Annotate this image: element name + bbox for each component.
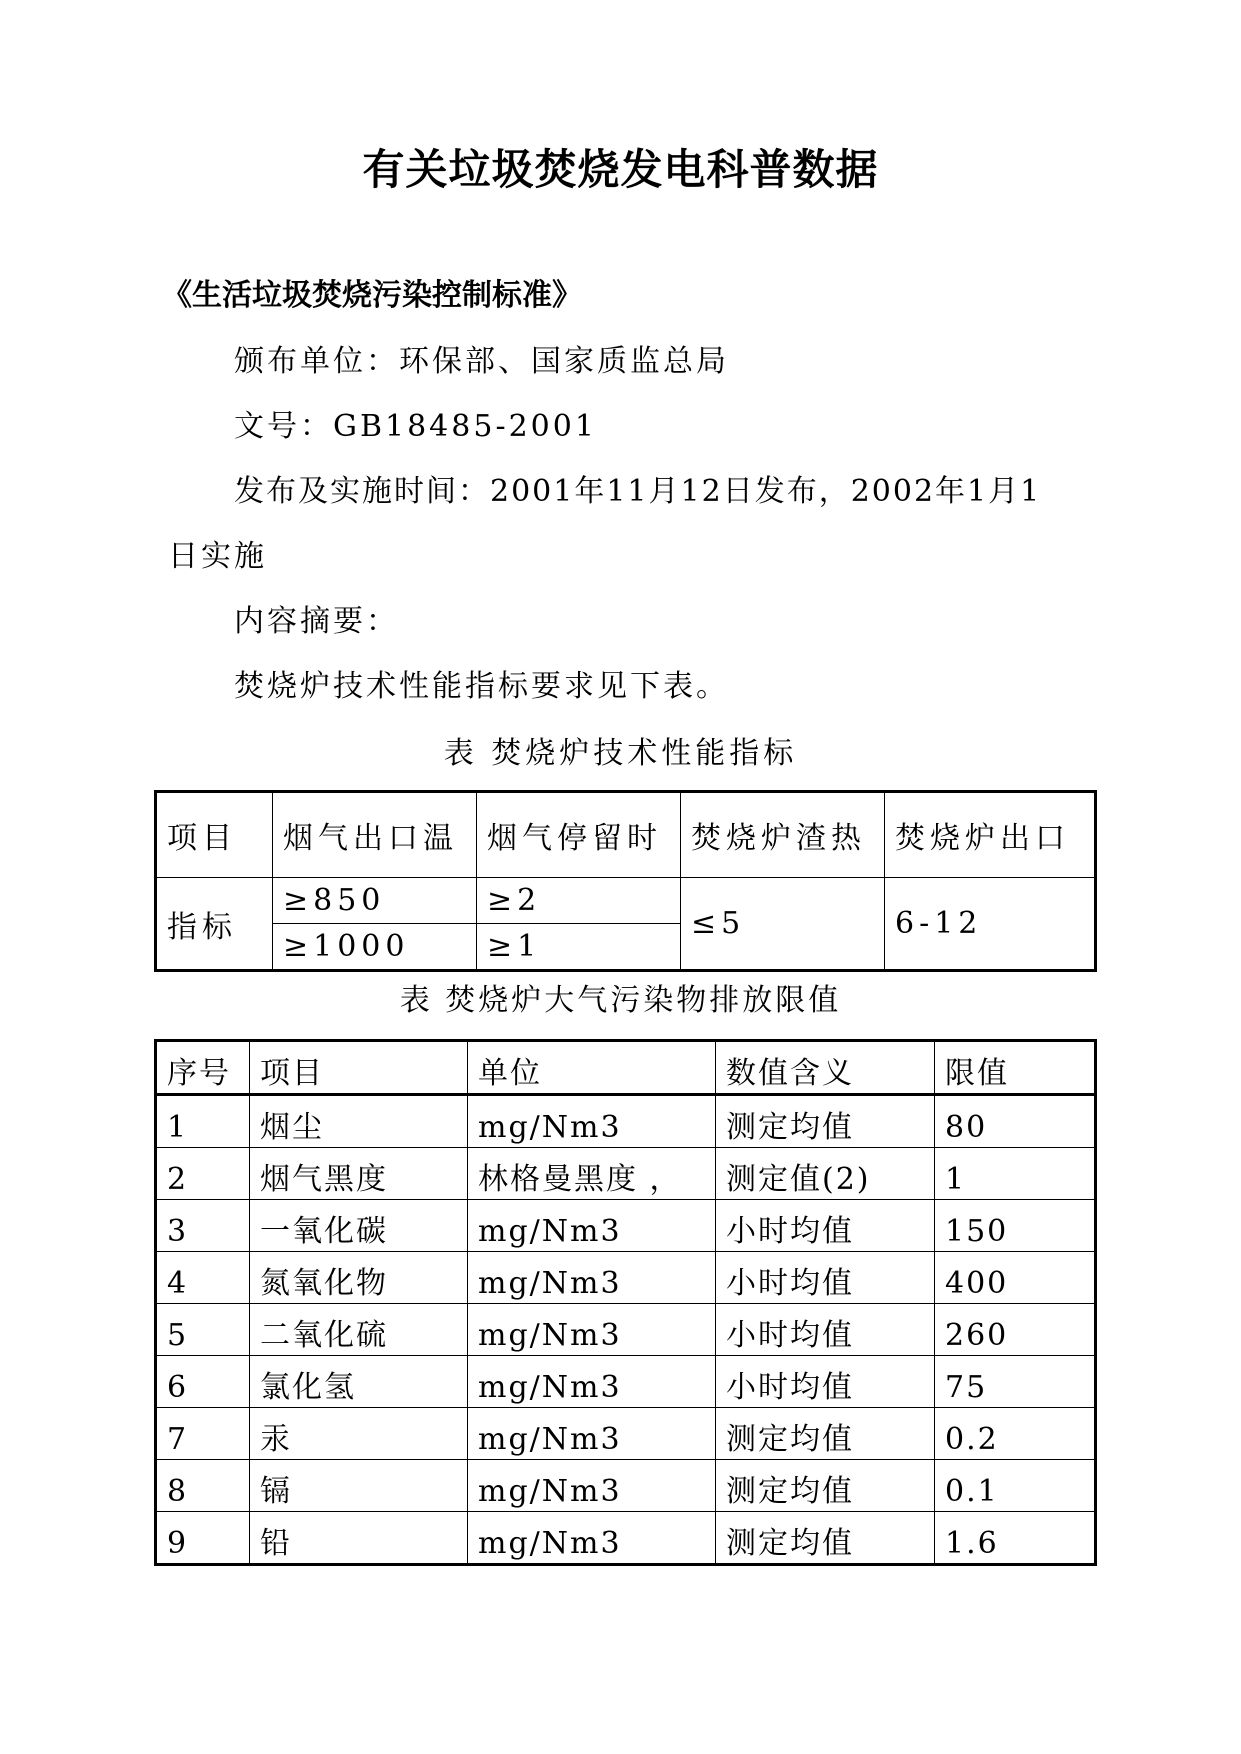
unit: mg/Nm3 <box>468 1408 716 1460</box>
pollutant-name: 氯化氢 <box>250 1356 468 1408</box>
value-meaning: 小时均值 <box>716 1304 935 1356</box>
table2-header-cell: 数值含义 <box>716 1041 935 1095</box>
row-number: 8 <box>156 1460 250 1512</box>
emission-limits-table <box>154 1039 1097 1566</box>
table-row <box>156 1512 1096 1565</box>
value-meaning: 测定均值 <box>716 1512 935 1565</box>
value-meaning: 测定均值 <box>716 1460 935 1512</box>
row-number: 1 <box>156 1095 250 1148</box>
unit: mg/Nm3 <box>468 1095 716 1148</box>
limit-value: 1 <box>935 1148 1096 1200</box>
unit: mg/Nm3 <box>468 1252 716 1304</box>
pollutant-name: 汞 <box>250 1408 468 1460</box>
furnace-performance-table <box>154 790 1097 972</box>
table-row <box>156 1408 1096 1460</box>
row-number: 7 <box>156 1408 250 1460</box>
table-row <box>156 1460 1096 1512</box>
limit-value: 260 <box>935 1304 1096 1356</box>
dates-line-2: 日实施 <box>168 539 267 574</box>
summary-label: 内容摘要： <box>234 604 399 639</box>
pollutant-name: 烟尘 <box>250 1095 468 1148</box>
unit: mg/Nm3 <box>468 1460 716 1512</box>
limit-value: 1.6 <box>935 1512 1096 1565</box>
table1-header-cell: 项目 <box>156 792 273 878</box>
pollutant-name: 烟气黑度 <box>250 1148 468 1200</box>
limit-value: 0.1 <box>935 1460 1096 1512</box>
limit-value: 400 <box>935 1252 1096 1304</box>
row-number: 3 <box>156 1200 250 1252</box>
section-heading: 《生活垃圾焚烧污染控制标准》 <box>162 278 582 313</box>
value-meaning: 测定值(2) <box>716 1148 935 1200</box>
table-row <box>156 1095 1096 1148</box>
table2-header-cell: 项目 <box>250 1041 468 1095</box>
table1-header-cell: 焚烧炉出口 <box>885 792 1096 878</box>
table1-residence-cell: ≥2 <box>477 878 681 924</box>
row-number: 5 <box>156 1304 250 1356</box>
table2-caption: 表 焚烧炉大气污染物排放限值 <box>399 983 842 1018</box>
table1-header-row <box>156 792 1096 878</box>
table2-header-row <box>156 1041 1096 1095</box>
unit: 林格曼黑度 ， <box>468 1148 716 1200</box>
table1-slag-cell: ≤5 <box>681 878 885 971</box>
table1-row-label: 指标 <box>156 878 273 971</box>
pollutant-name: 一氧化碳 <box>250 1200 468 1252</box>
table1-outlet-cell: 6-12 <box>885 878 1096 971</box>
table-row <box>156 1148 1096 1200</box>
value-meaning: 小时均值 <box>716 1200 935 1252</box>
page-title: 有关垃圾焚烧发电科普数据 <box>362 145 879 194</box>
table-row <box>156 1252 1096 1304</box>
doc-number-line: 文号：GB18485-2001 <box>234 409 597 444</box>
table2-header-cell: 序号 <box>156 1041 250 1095</box>
unit: mg/Nm3 <box>468 1304 716 1356</box>
row-number: 2 <box>156 1148 250 1200</box>
unit: mg/Nm3 <box>468 1200 716 1252</box>
table-row <box>156 1356 1096 1408</box>
unit: mg/Nm3 <box>468 1512 716 1565</box>
table1-header-cell: 烟气出口温 <box>273 792 477 878</box>
table2-header-cell: 单位 <box>468 1041 716 1095</box>
value-meaning: 小时均值 <box>716 1356 935 1408</box>
table1-residence-cell: ≥1 <box>477 924 681 971</box>
pollutant-name: 氮氧化物 <box>250 1252 468 1304</box>
table-row <box>156 1304 1096 1356</box>
table1-header-cell: 焚烧炉渣热 <box>681 792 885 878</box>
row-number: 6 <box>156 1356 250 1408</box>
limit-value: 150 <box>935 1200 1096 1252</box>
issuer-line: 颁布单位：环保部、国家质监总局 <box>234 344 729 379</box>
table1-indicator-row <box>156 878 1096 924</box>
dates-line-1: 发布及实施时间：2001年11月12日发布，2002年1月1 <box>234 474 1042 509</box>
summary-text: 焚烧炉技术性能指标要求见下表。 <box>234 669 729 704</box>
limit-value: 75 <box>935 1356 1096 1408</box>
table-row <box>156 1200 1096 1252</box>
row-number: 4 <box>156 1252 250 1304</box>
unit: mg/Nm3 <box>468 1356 716 1408</box>
limit-value: 80 <box>935 1095 1096 1148</box>
pollutant-name: 铅 <box>250 1512 468 1565</box>
table1-caption: 表 焚烧炉技术性能指标 <box>443 736 798 771</box>
row-number: 9 <box>156 1512 250 1565</box>
value-meaning: 测定均值 <box>716 1408 935 1460</box>
pollutant-name: 镉 <box>250 1460 468 1512</box>
table2-header-cell: 限值 <box>935 1041 1096 1095</box>
table1-temp-cell: ≥850 <box>273 878 477 924</box>
pollutant-name: 二氧化硫 <box>250 1304 468 1356</box>
value-meaning: 小时均值 <box>716 1252 935 1304</box>
limit-value: 0.2 <box>935 1408 1096 1460</box>
table1-header-cell: 烟气停留时 <box>477 792 681 878</box>
value-meaning: 测定均值 <box>716 1095 935 1148</box>
table1-temp-cell: ≥1000 <box>273 924 477 971</box>
